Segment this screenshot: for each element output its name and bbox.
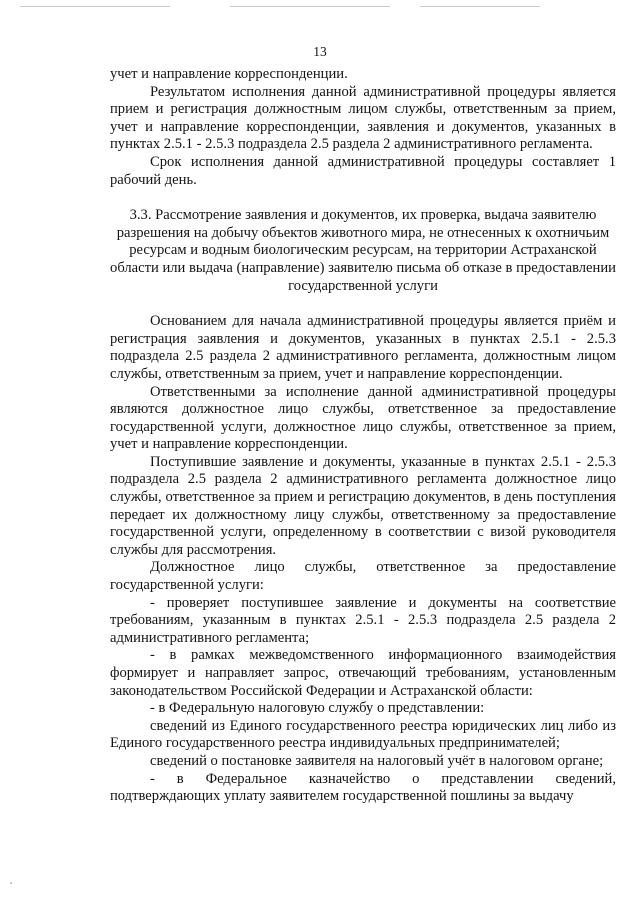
spacer xyxy=(110,189,616,207)
scan-edge-line xyxy=(420,6,540,7)
list-item: - проверяет поступившее заявление и документы на соответствие требованиям, указанным в пунктах 2.5.1 - 2.5.3 подраздела 2.5 раздела 2 административного регламента; xyxy=(110,594,616,646)
list-item: - в Федеральное казначейство о представлении сведений, подтверждающих уплату заявителем государственной пошлины за выдачу xyxy=(110,770,616,805)
paragraph: Основанием для начала административной процедуры является приём и регистрация заявления и документов, указанных в пунктах 2.5.1 - 2.5.3 подраздела 2.5 раздела 2 административного регламента, должностным лицом службы, ответственным за прием, учет и направление корреспонденции. xyxy=(110,313,616,382)
paragraph: Срок исполнения данной административной процедуры составляет 1 рабочий день. xyxy=(110,153,616,188)
list-item: - в рамках межведомственного информационного взаимодействия формирует и направляет запрос, отвечающий требованиям, установленным законодательством Российской Федерации и Астраханской области: xyxy=(110,647,616,699)
document-body xyxy=(110,66,616,806)
list-item: - в Федеральную налоговую службу о представлении: xyxy=(150,700,485,717)
spacer xyxy=(110,295,616,313)
section-heading: 3.3. Рассмотрение заявления и документов, их проверка, выдача заявителю разрешения на добычу объектов животного мира, не отнесенных к охотничьим ресурсам и водным биологическим ресурсам, на территории Астраханской области или выдача (направление) заявителю письма об отказе в предоставлении государственной услуги xyxy=(110,207,616,294)
paragraph: учет и направление корреспонденции. xyxy=(110,66,348,82)
paragraph: сведений о постановке заявителя на налоговый учёт в налоговом органе; xyxy=(150,752,604,769)
paragraph: Должностное лицо службы, ответственное за предоставление государственной услуги: xyxy=(110,559,616,594)
scan-speck xyxy=(10,882,12,884)
paragraph: Ответственными за исполнение данной административной процедуры являются должностное лицо службы, ответственное за предоставление государственной услуги, должностное лицо службы, ответственное за прием, учет и направление корреспонденции. xyxy=(110,383,616,453)
page-number: 13 xyxy=(313,44,327,59)
paragraph: Поступившие заявление и документы, указанные в пунктах 2.5.1 - 2.5.3 подраздела 2.5 раздела 2 административного регламента должностное лицо службы, ответственное за прием и регистрацию документов, в день поступления передает их должностному лицу службы, ответственному за предоставление государственной услуги, определенному в соответствии с визой руководителя службы для рассмотрения. xyxy=(110,453,616,558)
paragraph: Результатом исполнения данной административной процедуры является прием и регистрация должностным лицом службы, ответственным за прием, учет и направление корреспонденции, заявления и документов, указанных в пунктах 2.5.1 - 2.5.3 подраздела 2.5 раздела 2 административного регламента. xyxy=(110,83,616,153)
paragraph: сведений из Единого государственного реестра юридических лиц либо из Единого государственного реестра индивидуальных предпринимателей; xyxy=(110,717,616,752)
scan-edge-line xyxy=(20,6,170,7)
scan-edge-line xyxy=(230,6,390,7)
